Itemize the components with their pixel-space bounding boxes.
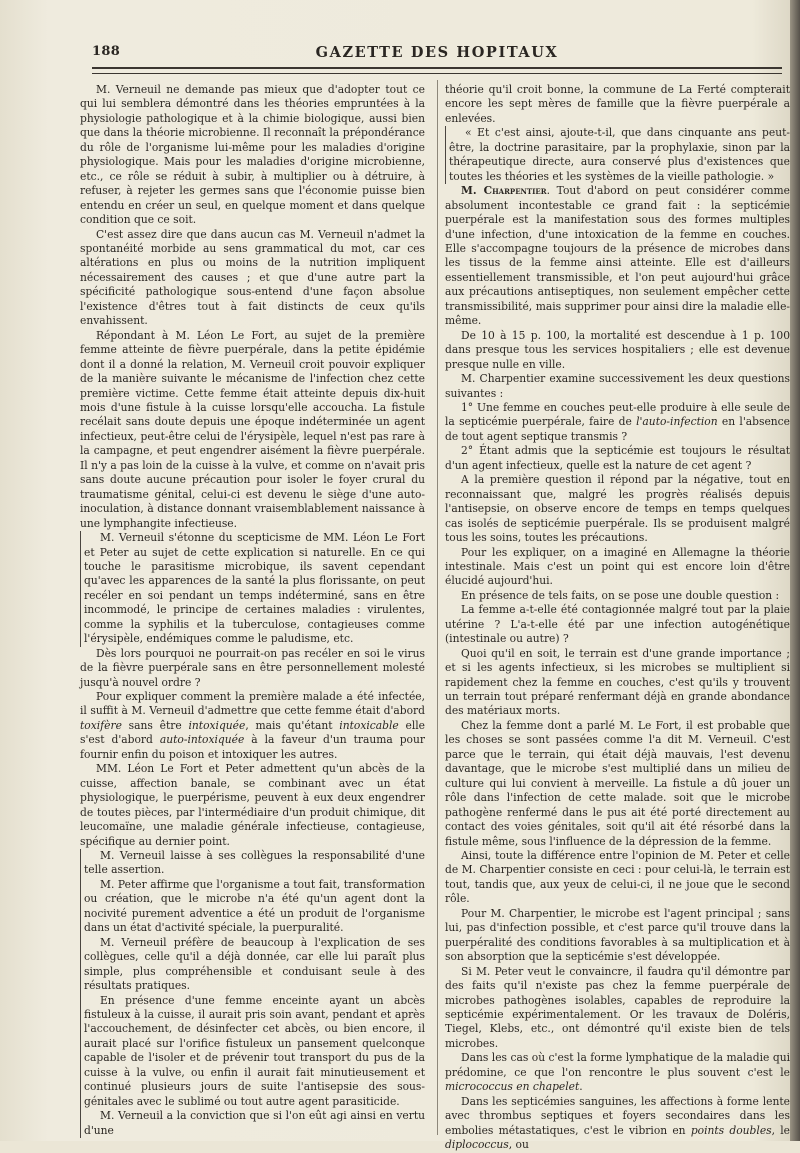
italic-text: points doubles (690, 1123, 772, 1137)
italic-text: diplococcus (445, 1138, 509, 1152)
italic-text: intoxiquée (188, 718, 246, 732)
paragraph: M. Verneuil laisse à ses collègues la responsabilité d'une telle assertion. (80, 849, 425, 878)
left-column (80, 83, 425, 1138)
text-run: sans être (121, 718, 189, 732)
italic-text: toxifère (80, 718, 122, 732)
paragraph: Ainsi, toute la différence entre l'opinion de M. Peter et celle de M. Charpentier consiste en ceci : pour celui-là, le terrain est tout, tandis que, aux yeux de celui-ci, il ne joue que le second rôle. (445, 849, 790, 906)
text-run: , le (771, 1123, 791, 1137)
paragraph: M. Verneuil préfère de beaucoup à l'explication de ses collègues, celle qu'il a déjà donnée, car elle lui paraît plus simple, plus compréhensible et conduisant seule à des résultats pratiques. (80, 936, 425, 994)
paragraph: La femme a-t-elle été contagionnée malgré tout par la plaie utérine ? L'a-t-elle été par une infection autogénétique (intestinale ou autre) ? (445, 603, 790, 646)
paragraph (445, 401, 790, 444)
paragraph: théorie qu'il croit bonne, la commune de La Ferté compterait encore les sept mères de famille que la fièvre puerpérale a enlevées. (445, 83, 790, 125)
paragraph: M. Verneuil a la conviction que si l'on eût agi ainsi en vertu d'une (80, 1109, 425, 1138)
paragraph: C'est assez dire que dans aucun cas M. Verneuil n'admet la spontanéité morbide au sens grammatical du mot, car ces altérations en plus ou moins de la nutrition impliquent nécessairement des causes ; et que d'une autre part la spécificité pathologique sous-entend d'une façon absolue l'existence d'êtres tout à fait distincts de ceux qu'ils envahissent. (80, 227, 425, 328)
paragraph: « Et c'est ainsi, ajoute-t-il, que dans cinquante ans peut-être, la doctrine parasitaire, par la prophylaxie, sinon par la thérapeutique directe, aura conservé plus d'existences que toutes les théories et les systèmes de la vieille pathologie. » (445, 126, 790, 184)
paragraph: 2° Étant admis que la septicémie est toujours le résultat d'un agent infectieux, quelle est la nature de cet agent ? (445, 444, 790, 472)
paragraph: Quoi qu'il en soit, le terrain est d'une grande importance ; et si les agents infectieux, si les microbes se multiplient si rapidement chez la femme en couches, c'est qu'ils y trouvent un terrain tout préparé renfermant déjà en grande abondance des matériaux morts. (445, 646, 790, 718)
page-number: 188 (92, 44, 121, 59)
text-run: en l'absence de tout agent septique transmis ? (445, 415, 790, 443)
header-rule-thick (92, 67, 782, 69)
paragraph: M. Verneuil ne demande pas mieux que d'adopter tout ce qui lui semblera démontré dans les théories empruntées à la physiologie pathologique et à la chimie biologique, aussi bien que dans la théorie microbienne. Il reconnaît la prépondérance du rôle de l'organisme lui-même pour les maladies d'origine physiologique. Mais pour les maladies d'origine microbienne, etc., ce rôle se réduit à subir, à multiplier ou à détruire, à refuser, à rejeter les germes sans que l'économie puisse bien entendu en créer un seul, en quelque moment et dans quelque condition que ce soit. (80, 83, 425, 227)
italic-text: micrococcus en chapelet (445, 1080, 580, 1094)
paragraph: De 10 à 15 p. 100, la mortalité est descendue à 1 p. 100 dans presque tous les services hospitaliers ; elle est devenue presque nulle en ville. (445, 328, 790, 371)
text-run: . (579, 1080, 583, 1094)
paragraph (445, 1095, 790, 1153)
paragraph: Pour les expliquer, on a imaginé en Allemagne la théorie intestinale. Mais c'est un point qui est encore loin d'être élucidé aujourd'hui. (445, 545, 790, 588)
paragraph (80, 690, 425, 762)
paragraph: MM. Léon Le Fort et Peter admettent qu'un abcès de la cuisse, affection banale, se combinant avec un état physiologique, le puerpérisme, peuvent à eux deux engendrer de toutes pièces, par l'intermédiaire d'un produit chimique, dit leucomaïne, une maladie générale infectieuse, contagieuse, spécifique au dernier point. (80, 762, 425, 848)
text-run: Pour expliquer comment la première malade a été infectée, il suffit à M. Verneuil d'admettre que cette femme était d'abord (80, 690, 425, 718)
paragraph: M. Charpentier examine successivement les deux questions suivantes : (445, 372, 790, 400)
header-rule-thin (92, 73, 782, 74)
paragraph: Chez la femme dont a parlé M. Le Fort, il est probable que les choses se sont passées comme l'a dit M. Verneuil. C'est parce que le terrain, qui était déjà mauvais, l'est devenu davantage, que le microbe s'est multiplié dans un milieu de culture qui lui convient à merveille. La fistule a dû jouer un rôle dans l'infection de cette malade. soit que le microbe pathogène renfermé dans le pus ait été porté directement au contact des voies génitales, soit qu'il ait été résorbé dans la fistule même, sous l'influence de la dépression de la femme. (445, 718, 790, 848)
text-run: , mais qu'étant (245, 718, 340, 732)
paragraph: Répondant à M. Léon Le Fort, au sujet de la première femme atteinte de fièvre puerpérale, dans la petite épidémie dont il a donné la relation, M. Verneuil croit pouvoir expliquer de la manière suivante le mécanisme de l'infection chez cette première victime. Cette femme était atteinte depuis dix-huit mois d'une fistule à la cuisse lorsqu'elle accoucha. La fistule recélait sans doute depuis une époque indéterminée un agent infectieux, peut-être celui de l'érysipèle, lequel n'est pas rare à la campagne, et peut engendrer aisément la fièvre puerpérale. Il n'y a pas loin de la cuisse à la vulve, et comme on n'avait pris sans doute aucune précaution pour isoler le foyer crural du traumatisme génital, celui-ci est devenu le siège d'une auto-inoculation, à distance donnant vraisemblablement naissance à une lymphangite infectieuse. (80, 328, 425, 530)
text-run: 1° Une femme en couches peut-elle produire à elle seule de la septicémie puerpérale, faire de (445, 400, 790, 429)
paragraph (445, 1051, 790, 1094)
text-run: , ou (508, 1138, 529, 1152)
page-header (92, 44, 782, 64)
text-run: elle s'est d'abord (80, 718, 425, 747)
paragraph (445, 184, 790, 329)
right-column (445, 83, 790, 1153)
italic-text: intoxicable (339, 718, 399, 732)
column-divider (437, 80, 438, 1135)
italic-text: auto-intoxiquée (159, 733, 245, 747)
paragraph: Si M. Peter veut le convaincre, il faudra qu'il démontre par des faits qu'il n'existe pas chez la femme puerpérale de microbes pathogènes isolables, capables de reproduire la septicémie expérimentalement. Or les travaux de Doléris, Tiegel, Klebs, etc., ont démontré qu'il existe bien de tels microbes. (445, 964, 790, 1050)
paragraph: A la première question il répond par la négative, tout en reconnaissant que, malgré les progrès réalisés depuis l'antisepsie, on observe encore de temps en temps quelques cas isolés de septicémie puerpérale. Ils se produisent malgré tous les soins, toutes les précautions. (445, 473, 790, 545)
paragraph: En présence de tels faits, on se pose une double question : (461, 588, 780, 602)
paragraph: Pour M. Charpentier, le microbe est l'agent principal ; sans lui, pas d'infection possible, et c'est parce qu'il trouve dans la puerpéralité des conditions favorables à sa multiplication et à son absorption que la septicémie s'est développée. (445, 906, 790, 964)
book-binding-edge (790, 0, 800, 1141)
text-run: à la faveur d'un trauma pour fournir enfin du poison et intoxiquer les autres. (80, 733, 425, 761)
text-run: Dans les septicémies sanguines, les affections à forme lente avec thrombus septiques et foyers secondaires dans les embolies métastatiques, c'est le vibrion en (445, 1094, 790, 1137)
paragraph: M. Verneuil s'étonne du scepticisme de MM. Léon Le Fort et Peter au sujet de cette explication si naturelle. En ce qui touche le parasitisme microbique, ils savent cependant qu'avec les apparences de la santé la plus florissante, on peut recéler en soi pendant un temps indéterminé, sans en être incommodé, le principe de certaines maladies : virulentes, comme la syphilis et la tuberculose, contagieuses comme l'érysipèle, endémiques comme le paludisme, etc. (80, 531, 425, 647)
speaker-name: M. Charpentier (461, 184, 547, 198)
italic-text: l'auto-infection (636, 415, 718, 429)
paragraph: M. Peter affirme que l'organisme a tout fait, transformation ou création, que le microbe n'a été qu'un agent dont la nocivité purement adventice a été un produit de l'organisme dans un état d'activité spéciale, la puerpuralité. (80, 878, 425, 936)
paragraph: En présence d'une femme enceinte ayant un abcès fistuleux à la cuisse, il aurait pris soin avant, pendant et après l'accouchement, de désinfecter cet abcès, ou bien encore, il aurait placé sur l'orifice fistuleux un pansement quelconque capable de l'isoler et de prévenir tout transport du pus de la cuisse à la vulve, ou enfin il aurait fait minutieusement et continué plusieurs jours de suite l'antisepsie des sous-génitales avec le sublimé ou tout autre agent parasiticide. (80, 994, 425, 1110)
text-run: . Tout d'abord on peut considérer comme absolument incontestable ce grand fait : la septicémie puerpérale est la manifestation sous des formes multiples d'une infection, d'une intoxication de la femme en couches. Elle s'accompagne toujours de la présence de microbes dans les tissus de la femme ainsi atteinte. Elle est d'ailleurs essentiellement transmissible, et l'on peut aujourd'hui grâce aux précautions antiseptiques, non seulement empêcher cette transmissibilité, mais supprimer pour ainsi dire la maladie elle-même. (445, 184, 790, 328)
paragraph: Dès lors pourquoi ne pourrait-on pas recéler en soi le virus de la fièvre puerpérale sans en être personnellement molesté jusqu'à nouvel ordre ? (80, 646, 425, 689)
text-run: Dans les cas où c'est la forme lymphatique de la maladie qui prédomine, ce que l'on rencontre le plus souvent c'est le (445, 1051, 790, 1079)
journal-title: GAZETTE DES HOPITAUX (315, 44, 559, 61)
